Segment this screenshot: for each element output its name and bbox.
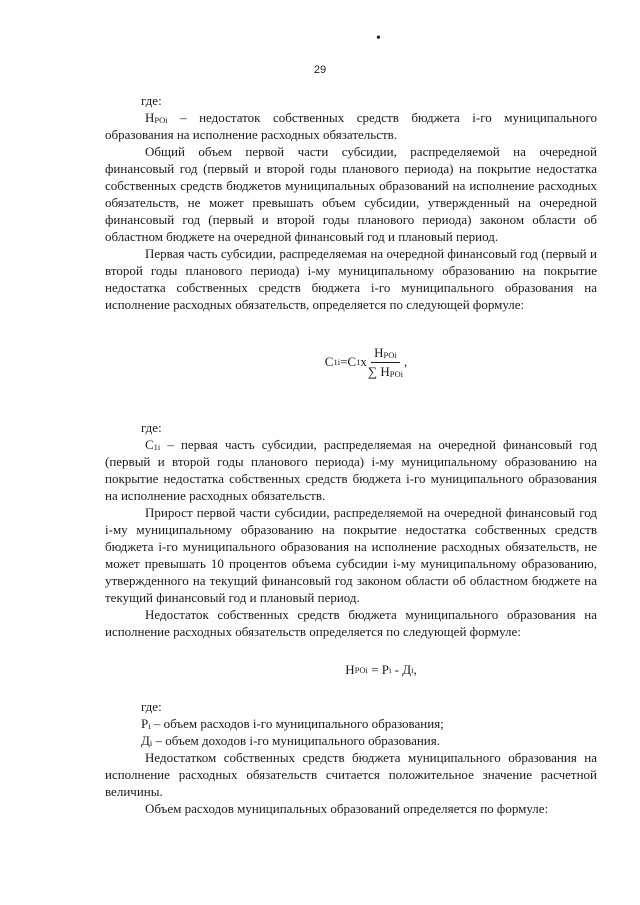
formula-c1i: C 1i = C 1 x $\frac{H_{POi}}{\sum H_{POi}}$ , <box>324 345 408 379</box>
definition-p: $P_i$ – объем расходов i-го муниципального образования; <box>141 716 444 731</box>
document-body <box>105 92 597 817</box>
formula-fraction <box>368 345 403 379</box>
paragraph-growth: Прирост первой части субсидии, распределяемой на очередной финансовый год i-му муниципальному образованию на покрытие недостатка собственных средств бюджета i-го муниципального образования на исполнение расходных обязательств, не может превышать 10 процентов объема субсидии i-му муниципальному образованию, утвержденного на текущий финансовый год законом области об областном бюджете на текущий финансовый год и плановый период. <box>105 505 597 605</box>
where-label-2: где: <box>141 420 162 435</box>
paragraph-total-volume: Общий объем первой части субсидии, распределяемой на очередной финансовый год (первый и второй годы планового периода) на покрытие недостатка собственных средств бюджетов муниципальных образований на исполнение расходных обязательств, не может превышать объем субсидии, утвержденный на очередной финансовый год (первый и второй годы планового периода) законом области об областном бюджете на очередной финансовый год и плановый период. <box>105 144 597 244</box>
definition-d: $Д_i$ – объем доходов i-го муниципального образования. <box>141 733 440 748</box>
page-number: 29 <box>313 64 327 76</box>
paragraph-positive: Недостатком собственных средств бюджета муниципального образования на исполнение расходных обязательств считается положительное значение расчетной величины. <box>105 750 597 799</box>
mark-dot: • <box>376 31 381 46</box>
where-label: где: <box>141 93 162 108</box>
formula-hpoi: H POi = P i - Д i , <box>345 662 417 677</box>
definition-c1i: $C_{1i}$ – первая часть субсидии, распределяемая на очередной финансовый год (первый и второй годы планового периода) i-му муниципальному образованию на покрытие недостатка собственных средств бюджета i-го муниципального образования на исполнение расходных обязательств. <box>105 437 597 503</box>
where-label-3: где: <box>141 699 162 714</box>
paragraph-first-part: Первая часть субсидии, распределяемая на очередной финансовый год (первый и второй годы планового периода) i-му муниципальному образованию на покрытие недостатка собственных средств бюджета i-го муниципального образования на исполнение расходных обязательств, определяется по следующей формуле: <box>105 246 597 312</box>
paragraph-expenses: Объем расходов муниципальных образований определяется по формуле: <box>145 801 549 816</box>
fraction-denominator: ∑ $H_{POi}$ <box>367 364 403 379</box>
fraction-numerator: $H_{POi}$ <box>371 345 400 363</box>
paragraph-shortage: Недостаток собственных средств бюджета муниципального образования на исполнение расходных обязательств определяется по следующей формуле: <box>105 607 597 639</box>
definition-hpoi: $H_{POi}$ – недостаток собственных средств бюджета i-го муниципального образования на исполнение расходных обязательств. <box>105 110 597 142</box>
